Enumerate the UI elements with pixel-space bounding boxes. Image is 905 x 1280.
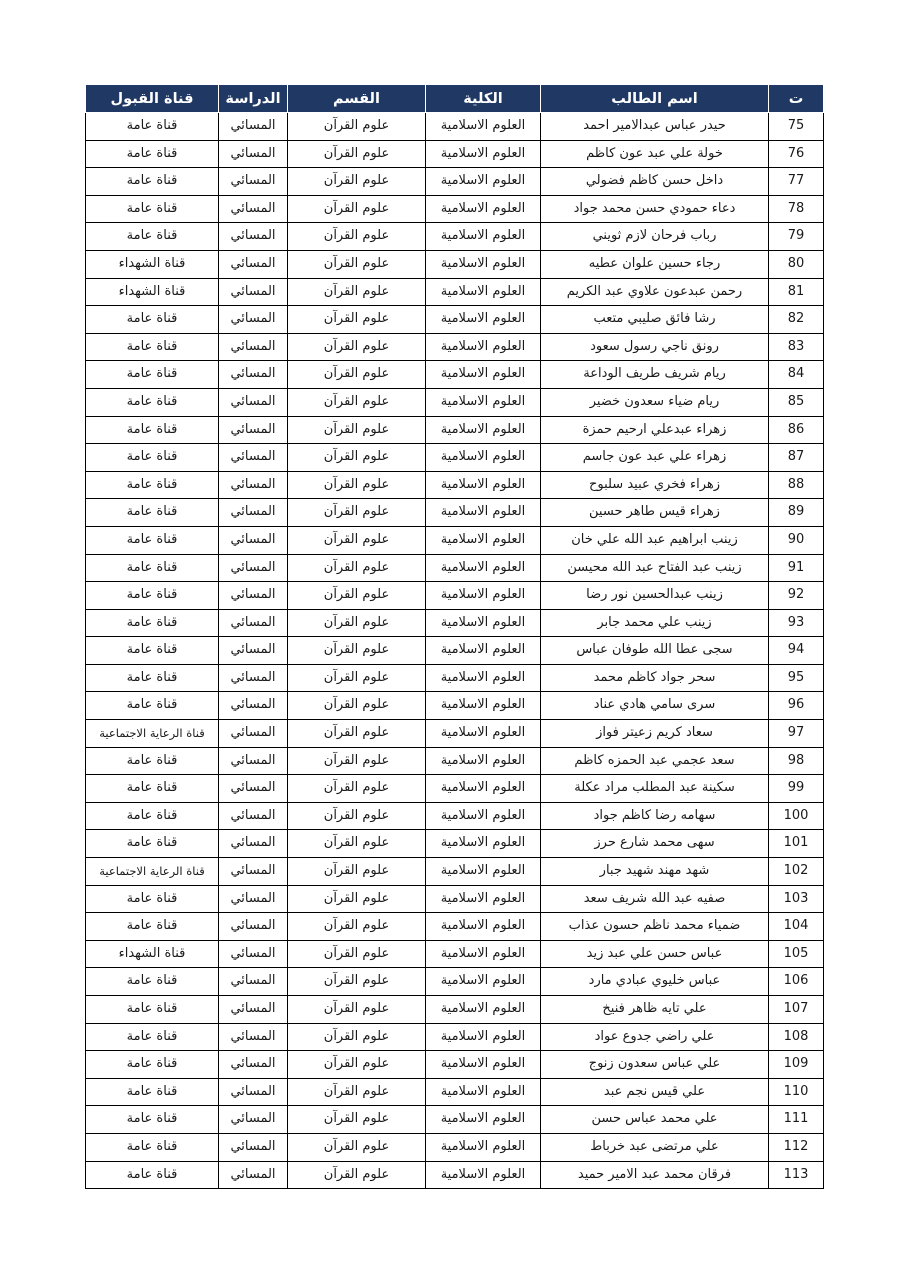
cell-channel: قناة عامة <box>86 692 219 720</box>
table-row <box>86 802 824 830</box>
cell-college: العلوم الاسلامية <box>426 968 541 996</box>
cell-name: سعد عجمي عبد الحمزه كاظم <box>541 747 769 775</box>
cell-dept: علوم القرآن <box>288 858 426 886</box>
cell-channel: قناة عامة <box>86 416 219 444</box>
cell-name: علي عباس سعدون زنوج <box>541 1051 769 1079</box>
table-row <box>86 913 824 941</box>
cell-name: زهراء قيس طاهر حسين <box>541 499 769 527</box>
student-admission-table <box>85 84 824 1189</box>
cell-no: 83 <box>769 333 824 361</box>
cell-name: عباس حسن علي عبد زيد <box>541 940 769 968</box>
cell-name: رباب فرحان لازم ثويني <box>541 223 769 251</box>
cell-study: المسائي <box>219 1078 288 1106</box>
cell-college: العلوم الاسلامية <box>426 996 541 1024</box>
cell-study: المسائي <box>219 1023 288 1051</box>
cell-college: العلوم الاسلامية <box>426 885 541 913</box>
cell-college: العلوم الاسلامية <box>426 444 541 472</box>
table-row <box>86 195 824 223</box>
cell-no: 106 <box>769 968 824 996</box>
cell-channel: قناة عامة <box>86 609 219 637</box>
cell-no: 80 <box>769 250 824 278</box>
cell-dept: علوم القرآن <box>288 940 426 968</box>
header-admission-channel: قناة القبول <box>86 85 219 113</box>
cell-dept: علوم القرآن <box>288 720 426 748</box>
table-row <box>86 306 824 334</box>
cell-college: العلوم الاسلامية <box>426 250 541 278</box>
cell-college: العلوم الاسلامية <box>426 333 541 361</box>
table-row <box>86 692 824 720</box>
cell-channel: قناة عامة <box>86 333 219 361</box>
cell-college: العلوم الاسلامية <box>426 802 541 830</box>
cell-college: العلوم الاسلامية <box>426 195 541 223</box>
cell-college: العلوم الاسلامية <box>426 113 541 141</box>
cell-study: المسائي <box>219 333 288 361</box>
table-row <box>86 250 824 278</box>
cell-study: المسائي <box>219 388 288 416</box>
cell-college: العلوم الاسلامية <box>426 858 541 886</box>
cell-college: العلوم الاسلامية <box>426 830 541 858</box>
cell-name: سكينة عبد المطلب مراد عكلة <box>541 775 769 803</box>
cell-name: علي راضي جدوع عواد <box>541 1023 769 1051</box>
cell-college: العلوم الاسلامية <box>426 168 541 196</box>
cell-dept: علوم القرآن <box>288 582 426 610</box>
table-row <box>86 113 824 141</box>
cell-channel: قناة عامة <box>86 1133 219 1161</box>
table-row <box>86 526 824 554</box>
cell-channel: قناة عامة <box>86 306 219 334</box>
header-college: الكلية <box>426 85 541 113</box>
cell-channel: قناة الشهداء <box>86 250 219 278</box>
cell-study: المسائي <box>219 1161 288 1189</box>
cell-dept: علوم القرآن <box>288 1161 426 1189</box>
table-row <box>86 885 824 913</box>
cell-study: المسائي <box>219 913 288 941</box>
cell-dept: علوم القرآن <box>288 1023 426 1051</box>
table-row <box>86 278 824 306</box>
cell-name: ريام ضياء سعدون خضير <box>541 388 769 416</box>
cell-name: ريام شريف طريف الوداعة <box>541 361 769 389</box>
cell-no: 95 <box>769 664 824 692</box>
table-row <box>86 1078 824 1106</box>
cell-name: زينب عبد الفتاح عبد الله محيسن <box>541 554 769 582</box>
cell-channel: قناة عامة <box>86 664 219 692</box>
cell-name: صفيه عبد الله شريف سعد <box>541 885 769 913</box>
cell-name: علي تايه ظاهر فنيخ <box>541 996 769 1024</box>
table-row <box>86 637 824 665</box>
cell-no: 109 <box>769 1051 824 1079</box>
table-body <box>86 113 824 1189</box>
cell-college: العلوم الاسلامية <box>426 913 541 941</box>
cell-study: المسائي <box>219 1051 288 1079</box>
cell-channel: قناة عامة <box>86 499 219 527</box>
table-row <box>86 471 824 499</box>
cell-college: العلوم الاسلامية <box>426 775 541 803</box>
cell-channel: قناة الرعاية الاجتماعية <box>86 720 219 748</box>
cell-name: علي مرتضى عبد خرباط <box>541 1133 769 1161</box>
cell-study: المسائي <box>219 140 288 168</box>
table-row <box>86 940 824 968</box>
cell-no: 111 <box>769 1106 824 1134</box>
cell-name: رجاء حسين علوان عطيه <box>541 250 769 278</box>
cell-name: سهى محمد شارع حرز <box>541 830 769 858</box>
cell-name: زينب عبدالحسين نور رضا <box>541 582 769 610</box>
cell-no: 94 <box>769 637 824 665</box>
table-row <box>86 333 824 361</box>
cell-channel: قناة عامة <box>86 223 219 251</box>
cell-no: 92 <box>769 582 824 610</box>
cell-study: المسائي <box>219 747 288 775</box>
cell-dept: علوم القرآن <box>288 250 426 278</box>
cell-college: العلوم الاسلامية <box>426 471 541 499</box>
cell-channel: قناة عامة <box>86 802 219 830</box>
cell-name: علي محمد عباس حسن <box>541 1106 769 1134</box>
cell-college: العلوم الاسلامية <box>426 720 541 748</box>
cell-dept: علوم القرآن <box>288 195 426 223</box>
cell-no: 110 <box>769 1078 824 1106</box>
cell-no: 103 <box>769 885 824 913</box>
cell-channel: قناة عامة <box>86 996 219 1024</box>
cell-name: رحمن عبدعون علاوي عبد الكريم <box>541 278 769 306</box>
cell-channel: قناة الشهداء <box>86 278 219 306</box>
cell-no: 87 <box>769 444 824 472</box>
cell-name: رونق ناجي رسول سعود <box>541 333 769 361</box>
cell-channel: قناة عامة <box>86 1023 219 1051</box>
cell-no: 107 <box>769 996 824 1024</box>
cell-channel: قناة عامة <box>86 388 219 416</box>
cell-no: 108 <box>769 1023 824 1051</box>
cell-study: المسائي <box>219 775 288 803</box>
cell-dept: علوم القرآن <box>288 444 426 472</box>
cell-no: 100 <box>769 802 824 830</box>
cell-dept: علوم القرآن <box>288 140 426 168</box>
cell-study: المسائي <box>219 526 288 554</box>
cell-dept: علوم القرآن <box>288 637 426 665</box>
cell-dept: علوم القرآن <box>288 913 426 941</box>
cell-study: المسائي <box>219 802 288 830</box>
cell-college: العلوم الاسلامية <box>426 223 541 251</box>
table-row <box>86 747 824 775</box>
cell-name: عباس خليوي عبادي مارد <box>541 968 769 996</box>
cell-no: 96 <box>769 692 824 720</box>
cell-name: سجى عطا الله طوفان عباس <box>541 637 769 665</box>
table-row <box>86 1106 824 1134</box>
cell-channel: قناة عامة <box>86 554 219 582</box>
cell-college: العلوم الاسلامية <box>426 278 541 306</box>
cell-name: زينب علي محمد جابر <box>541 609 769 637</box>
cell-channel: قناة عامة <box>86 1051 219 1079</box>
cell-dept: علوم القرآن <box>288 278 426 306</box>
cell-name: زهراء عبدعلي ارحيم حمزة <box>541 416 769 444</box>
cell-college: العلوم الاسلامية <box>426 526 541 554</box>
cell-study: المسائي <box>219 637 288 665</box>
table-row <box>86 554 824 582</box>
cell-dept: علوم القرآن <box>288 526 426 554</box>
cell-study: المسائي <box>219 830 288 858</box>
header-student-name: اسم الطالب <box>541 85 769 113</box>
table-row <box>86 444 824 472</box>
cell-dept: علوم القرآن <box>288 554 426 582</box>
cell-study: المسائي <box>219 250 288 278</box>
cell-channel: قناة عامة <box>86 195 219 223</box>
cell-dept: علوم القرآن <box>288 113 426 141</box>
cell-channel: قناة عامة <box>86 113 219 141</box>
cell-college: العلوم الاسلامية <box>426 582 541 610</box>
table-row <box>86 168 824 196</box>
cell-study: المسائي <box>219 609 288 637</box>
cell-college: العلوم الاسلامية <box>426 1161 541 1189</box>
cell-channel: قناة عامة <box>86 913 219 941</box>
cell-college: العلوم الاسلامية <box>426 140 541 168</box>
cell-no: 99 <box>769 775 824 803</box>
cell-no: 75 <box>769 113 824 141</box>
cell-study: المسائي <box>219 168 288 196</box>
header-study-type: الدراسة <box>219 85 288 113</box>
cell-college: العلوم الاسلامية <box>426 747 541 775</box>
cell-name: سحر جواد كاظم محمد <box>541 664 769 692</box>
cell-channel: قناة عامة <box>86 775 219 803</box>
cell-dept: علوم القرآن <box>288 499 426 527</box>
cell-study: المسائي <box>219 692 288 720</box>
cell-name: سعاد كريم زعيتر فواز <box>541 720 769 748</box>
cell-no: 89 <box>769 499 824 527</box>
cell-college: العلوم الاسلامية <box>426 940 541 968</box>
cell-study: المسائي <box>219 1133 288 1161</box>
cell-dept: علوم القرآن <box>288 885 426 913</box>
cell-dept: علوم القرآن <box>288 306 426 334</box>
cell-study: المسائي <box>219 720 288 748</box>
cell-study: المسائي <box>219 996 288 1024</box>
cell-channel: قناة الرعاية الاجتماعية <box>86 858 219 886</box>
cell-dept: علوم القرآن <box>288 775 426 803</box>
cell-no: 91 <box>769 554 824 582</box>
cell-study: المسائي <box>219 582 288 610</box>
cell-name: خولة علي عبد عون كاظم <box>541 140 769 168</box>
cell-no: 90 <box>769 526 824 554</box>
cell-name: شهد مهند شهيد جبار <box>541 858 769 886</box>
cell-no: 84 <box>769 361 824 389</box>
cell-no: 78 <box>769 195 824 223</box>
cell-dept: علوم القرآن <box>288 388 426 416</box>
cell-college: العلوم الاسلامية <box>426 692 541 720</box>
table-row <box>86 223 824 251</box>
cell-no: 97 <box>769 720 824 748</box>
cell-dept: علوم القرآن <box>288 609 426 637</box>
cell-dept: علوم القرآن <box>288 664 426 692</box>
cell-college: العلوم الاسلامية <box>426 1051 541 1079</box>
cell-college: العلوم الاسلامية <box>426 388 541 416</box>
cell-no: 98 <box>769 747 824 775</box>
cell-dept: علوم القرآن <box>288 333 426 361</box>
table-row <box>86 996 824 1024</box>
cell-dept: علوم القرآن <box>288 996 426 1024</box>
cell-study: المسائي <box>219 664 288 692</box>
cell-college: العلوم الاسلامية <box>426 554 541 582</box>
cell-channel: قناة عامة <box>86 444 219 472</box>
cell-dept: علوم القرآن <box>288 1078 426 1106</box>
table-header-row <box>86 85 824 113</box>
cell-study: المسائي <box>219 223 288 251</box>
cell-channel: قناة عامة <box>86 471 219 499</box>
cell-college: العلوم الاسلامية <box>426 1023 541 1051</box>
cell-study: المسائي <box>219 499 288 527</box>
cell-study: المسائي <box>219 113 288 141</box>
cell-study: المسائي <box>219 554 288 582</box>
table-row <box>86 582 824 610</box>
cell-no: 93 <box>769 609 824 637</box>
cell-channel: قناة عامة <box>86 168 219 196</box>
cell-name: زينب ابراهيم عبد الله علي خان <box>541 526 769 554</box>
cell-dept: علوم القرآن <box>288 830 426 858</box>
cell-channel: قناة عامة <box>86 1161 219 1189</box>
table-row <box>86 609 824 637</box>
cell-college: العلوم الاسلامية <box>426 499 541 527</box>
table-row <box>86 416 824 444</box>
header-serial-number: ت <box>769 85 824 113</box>
table-row <box>86 720 824 748</box>
cell-dept: علوم القرآن <box>288 1106 426 1134</box>
table-row <box>86 361 824 389</box>
cell-dept: علوم القرآن <box>288 416 426 444</box>
cell-dept: علوم القرآن <box>288 1133 426 1161</box>
cell-study: المسائي <box>219 278 288 306</box>
table-row <box>86 1133 824 1161</box>
cell-name: حيدر عباس عبدالامير احمد <box>541 113 769 141</box>
cell-no: 76 <box>769 140 824 168</box>
header-department: القسم <box>288 85 426 113</box>
cell-no: 77 <box>769 168 824 196</box>
cell-channel: قناة عامة <box>86 1078 219 1106</box>
cell-channel: قناة عامة <box>86 747 219 775</box>
cell-college: العلوم الاسلامية <box>426 306 541 334</box>
table-row <box>86 830 824 858</box>
cell-name: علي قيس نجم عبد <box>541 1078 769 1106</box>
cell-name: سهامه رضا كاظم جواد <box>541 802 769 830</box>
cell-no: 82 <box>769 306 824 334</box>
cell-dept: علوم القرآن <box>288 1051 426 1079</box>
table-row <box>86 858 824 886</box>
cell-dept: علوم القرآن <box>288 361 426 389</box>
cell-no: 79 <box>769 223 824 251</box>
cell-dept: علوم القرآن <box>288 692 426 720</box>
table-row <box>86 388 824 416</box>
cell-name: سرى سامي هادي عناد <box>541 692 769 720</box>
table-row <box>86 968 824 996</box>
cell-channel: قناة عامة <box>86 830 219 858</box>
cell-college: العلوم الاسلامية <box>426 361 541 389</box>
cell-study: المسائي <box>219 444 288 472</box>
table-row <box>86 140 824 168</box>
cell-no: 88 <box>769 471 824 499</box>
cell-name: دعاء حمودي حسن محمد جواد <box>541 195 769 223</box>
cell-college: العلوم الاسلامية <box>426 609 541 637</box>
cell-no: 85 <box>769 388 824 416</box>
cell-name: ضمياء محمد ناظم حسون عذاب <box>541 913 769 941</box>
cell-channel: قناة عامة <box>86 361 219 389</box>
cell-no: 105 <box>769 940 824 968</box>
cell-college: العلوم الاسلامية <box>426 664 541 692</box>
cell-dept: علوم القرآن <box>288 471 426 499</box>
cell-no: 104 <box>769 913 824 941</box>
cell-name: زهراء علي عبد عون جاسم <box>541 444 769 472</box>
cell-study: المسائي <box>219 195 288 223</box>
cell-no: 113 <box>769 1161 824 1189</box>
table-row <box>86 1051 824 1079</box>
cell-name: زهراء فخري عبيد سلبوح <box>541 471 769 499</box>
cell-college: العلوم الاسلامية <box>426 637 541 665</box>
cell-channel: قناة عامة <box>86 582 219 610</box>
cell-no: 112 <box>769 1133 824 1161</box>
cell-name: فرقان محمد عبد الامير حميد <box>541 1161 769 1189</box>
cell-college: العلوم الاسلامية <box>426 1078 541 1106</box>
cell-dept: علوم القرآن <box>288 802 426 830</box>
cell-study: المسائي <box>219 416 288 444</box>
cell-study: المسائي <box>219 306 288 334</box>
table-row <box>86 664 824 692</box>
cell-study: المسائي <box>219 968 288 996</box>
cell-study: المسائي <box>219 471 288 499</box>
cell-channel: قناة عامة <box>86 526 219 554</box>
cell-study: المسائي <box>219 858 288 886</box>
cell-no: 86 <box>769 416 824 444</box>
cell-study: المسائي <box>219 885 288 913</box>
cell-channel: قناة عامة <box>86 885 219 913</box>
cell-name: رشا فائق صليبي متعب <box>541 306 769 334</box>
cell-no: 81 <box>769 278 824 306</box>
cell-dept: علوم القرآن <box>288 747 426 775</box>
cell-channel: قناة عامة <box>86 968 219 996</box>
cell-study: المسائي <box>219 1106 288 1134</box>
cell-dept: علوم القرآن <box>288 223 426 251</box>
cell-no: 101 <box>769 830 824 858</box>
cell-channel: قناة الشهداء <box>86 940 219 968</box>
cell-channel: قناة عامة <box>86 140 219 168</box>
cell-no: 102 <box>769 858 824 886</box>
cell-channel: قناة عامة <box>86 1106 219 1134</box>
cell-study: المسائي <box>219 940 288 968</box>
cell-college: العلوم الاسلامية <box>426 416 541 444</box>
table-row <box>86 1161 824 1189</box>
cell-college: العلوم الاسلامية <box>426 1133 541 1161</box>
cell-channel: قناة عامة <box>86 637 219 665</box>
cell-dept: علوم القرآن <box>288 168 426 196</box>
cell-college: العلوم الاسلامية <box>426 1106 541 1134</box>
table-row <box>86 1023 824 1051</box>
cell-dept: علوم القرآن <box>288 968 426 996</box>
table-row <box>86 499 824 527</box>
table-row <box>86 775 824 803</box>
cell-study: المسائي <box>219 361 288 389</box>
cell-name: داخل حسن كاظم فضولي <box>541 168 769 196</box>
